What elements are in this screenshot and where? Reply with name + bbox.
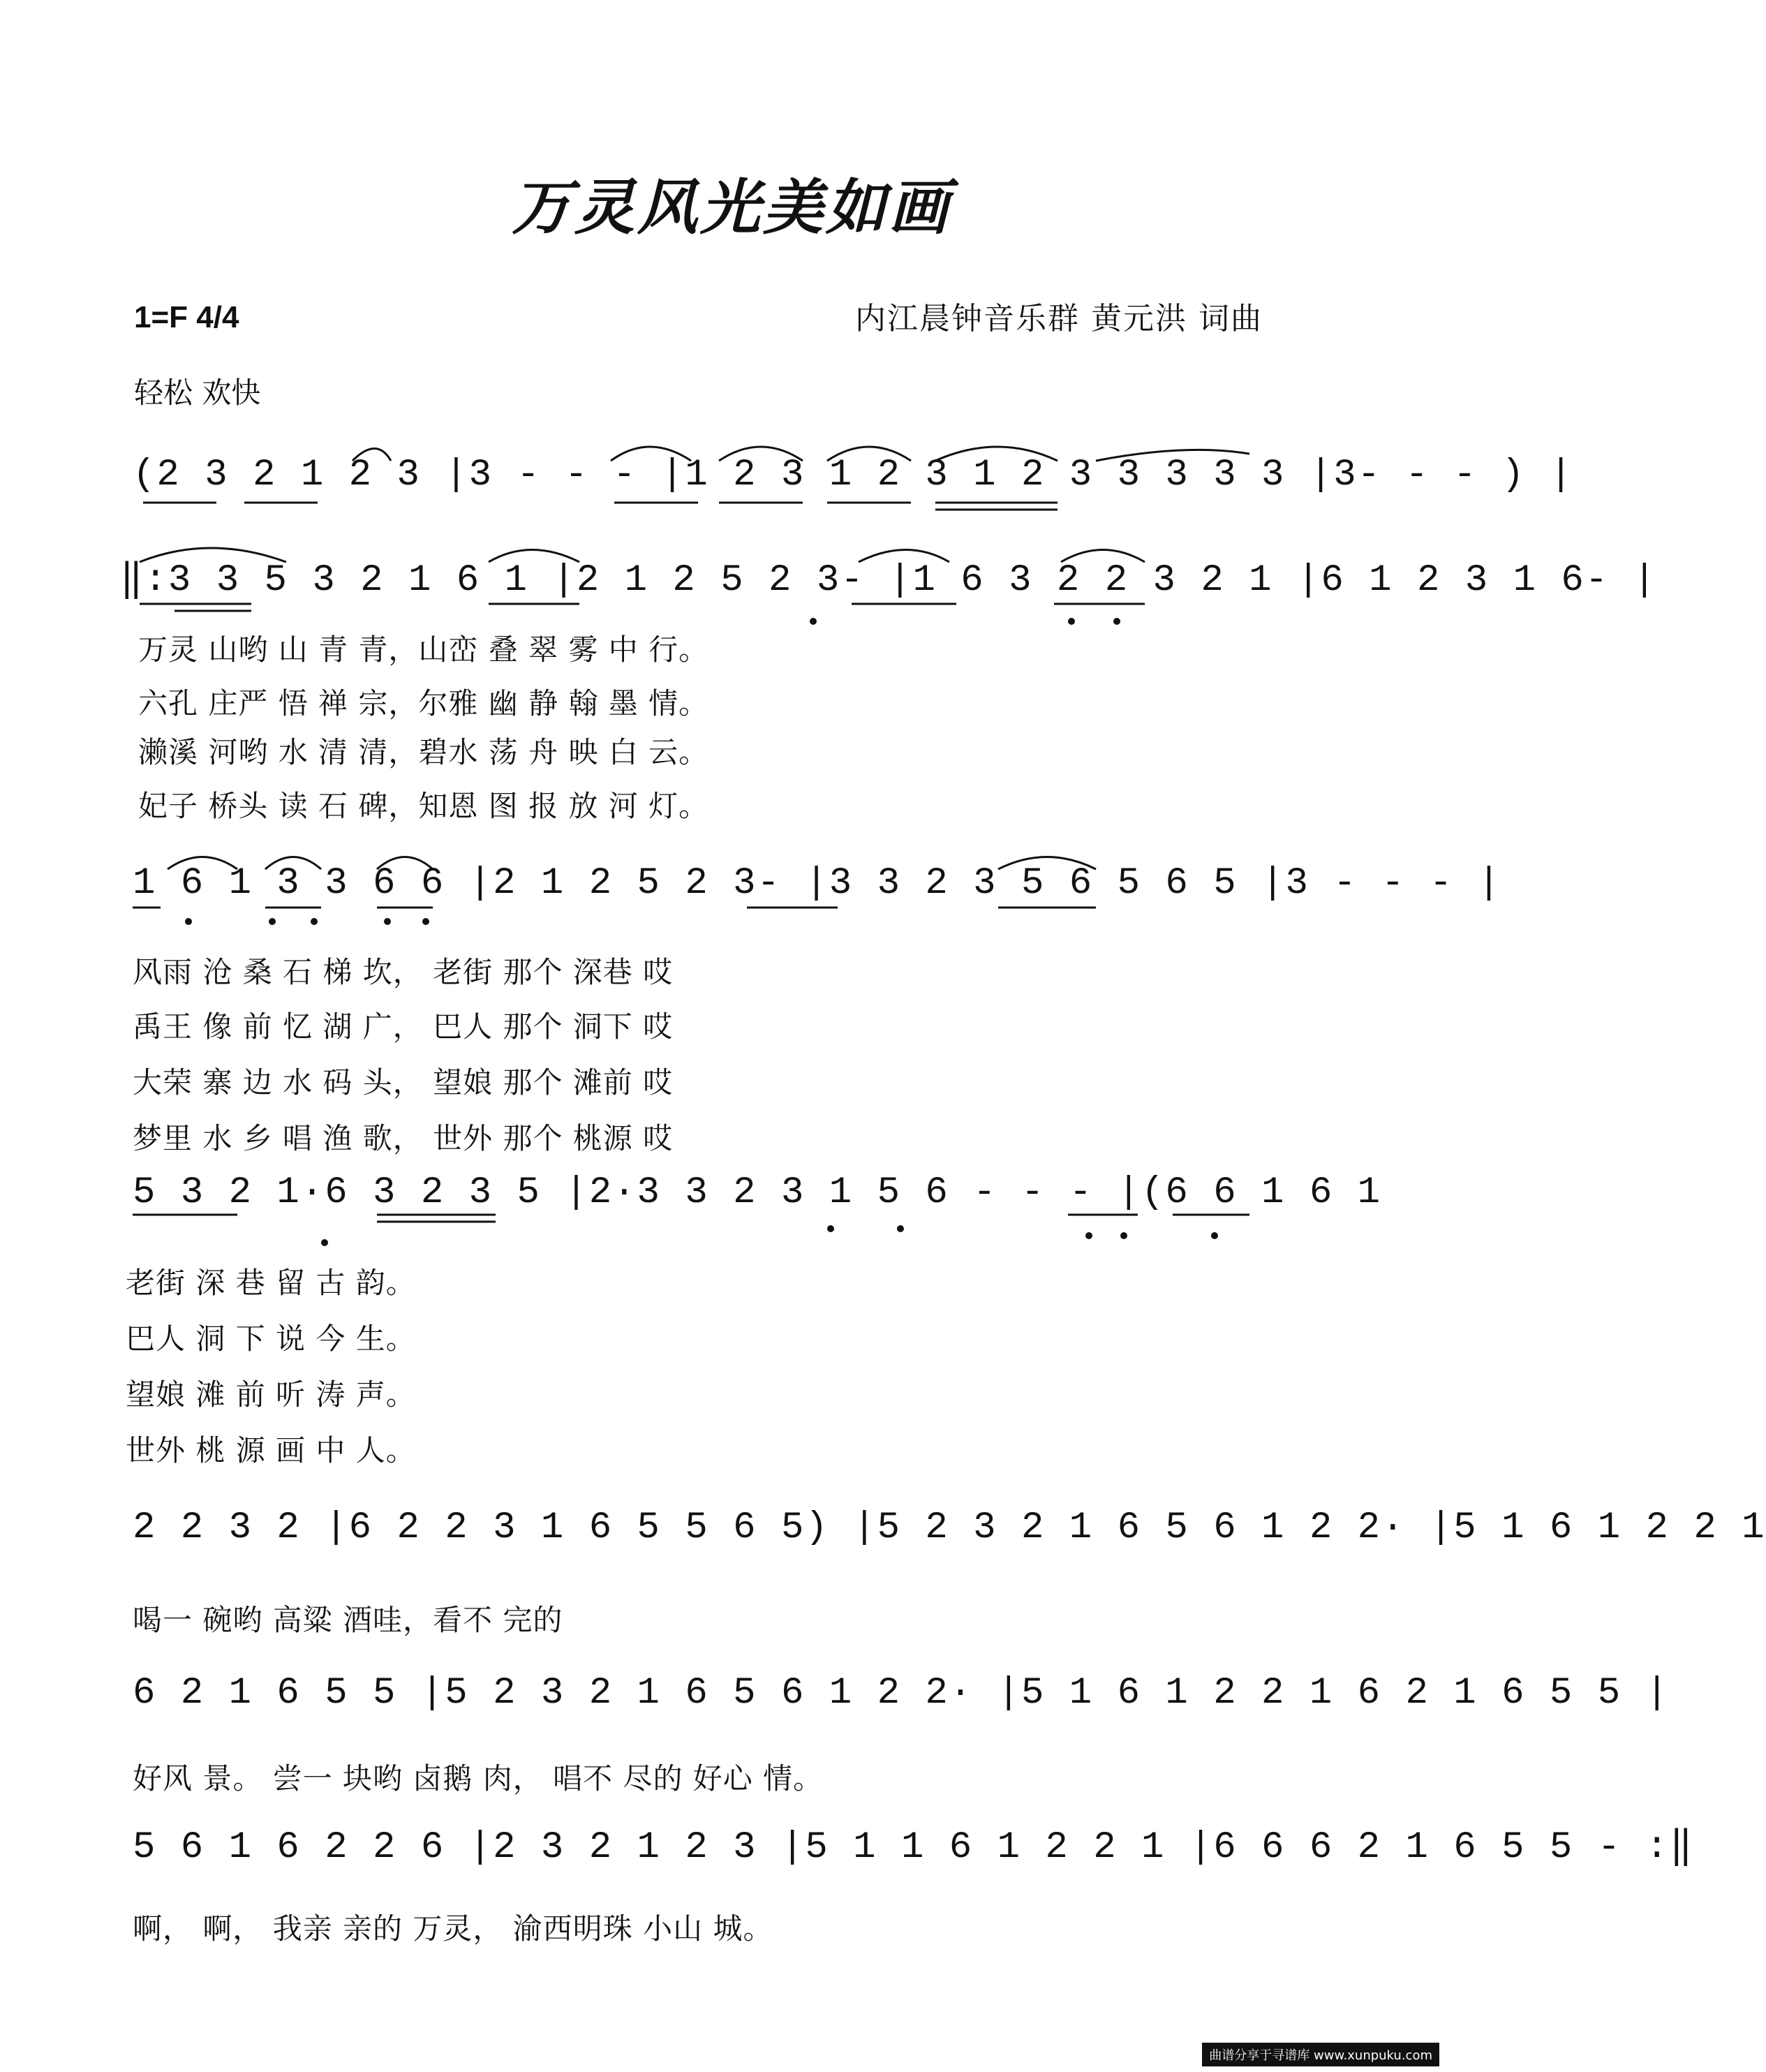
low-octave-dot — [185, 918, 192, 925]
slur — [168, 857, 237, 870]
low-octave-dot — [1113, 618, 1120, 625]
key-signature: 1=F 4/4 — [134, 300, 239, 334]
slur — [611, 447, 691, 461]
lyric-line-3-4: 梦里 水 乡 唱 渔 歌， 世外 那个 桃源 哎 — [133, 1121, 674, 1155]
slur — [1061, 550, 1145, 563]
low-octave-dot — [269, 918, 276, 925]
lyric-line-4-4: 世外 桃 源 画 中 人。 — [126, 1433, 416, 1467]
slur — [719, 447, 803, 461]
notation-line-2: ‖:3 3 5 3 2 1 6 1 |2 1 2 5 2 3- |1 6 3 2 2 3 2 1 |6 1 2 3 1 6- | — [120, 559, 1658, 602]
lyric-line-3-3: 大荣 寨 边 水 码 头， 望娘 那个 滩前 哎 — [133, 1065, 674, 1100]
low-octave-dot — [422, 918, 429, 925]
lyric-line-5-1: 喝一 碗哟 高粱 酒哇，看不 完的 — [133, 1603, 563, 1637]
slur — [489, 550, 579, 563]
lyric-line-7-1: 啊， 啊， 我亲 亲的 万灵， 渝西明珠 小山 城。 — [133, 1911, 773, 1946]
lyric-line-2-2: 六孔 庄严 悟 禅 宗，尔雅 幽 静 翰 墨 情。 — [138, 686, 709, 720]
slur — [998, 857, 1096, 870]
slur — [353, 449, 391, 461]
lyric-line-4-2: 巴人 洞 下 说 今 生。 — [126, 1322, 416, 1356]
notation-line-3: 1 6 1 3 3 6 6 |2 1 2 5 2 3- |3 3 2 3 5 6 5 6 5 |3 - - - | — [133, 862, 1502, 905]
lyric-line-6-1: 好风 景。 尝一 块哟 卤鹅 肉， 唱不 尽的 好心 情。 — [133, 1761, 824, 1796]
lyric-line-4-1: 老街 深 巷 留 古 韵。 — [126, 1266, 416, 1300]
lyric-line-2-3: 濑溪 河哟 水 清 清，碧水 荡 舟 映 白 云。 — [138, 735, 709, 769]
notation-line-1: (2 3 2 1 2 3 |3 - - - |1 2 3 1 2 3 1 2 3 3 3 3 3 |3- - - ) | — [133, 454, 1574, 496]
low-octave-dot — [1085, 1232, 1092, 1239]
notation-line-6: 6 2 1 6 5 5 |5 2 3 2 1 6 5 6 1 2 2· |5 1 6 1 2 2 1 6 2 1 6 5 5 | — [133, 1672, 1670, 1715]
lyric-line-2-1: 万灵 山哟 山 青 青，山峦 叠 翠 雾 中 行。 — [138, 632, 709, 667]
song-title: 万灵风光美如画 — [512, 172, 951, 243]
slur — [1096, 450, 1249, 461]
slur — [827, 447, 911, 461]
footer-watermark: 曲谱分享于寻谱库 www.xunpuku.com — [1202, 2043, 1439, 2066]
slur — [859, 550, 949, 563]
notation-line-5: 2 2 3 2 |6 2 2 3 1 6 5 5 6 5) |5 2 3 2 1 6 5 6 1 2 2· |5 1 6 1 2 2 1 — [133, 1507, 1766, 1549]
low-octave-dot — [321, 1239, 328, 1246]
low-octave-dot — [384, 918, 391, 925]
lyric-line-3-2: 禹王 像 前 忆 湖 广， 巴人 那个 洞下 哎 — [133, 1009, 674, 1044]
low-octave-dot — [827, 1225, 834, 1232]
slur — [265, 857, 321, 870]
low-octave-dot — [1068, 618, 1075, 625]
low-octave-dot — [1211, 1232, 1218, 1239]
lyric-line-4-3: 望娘 滩 前 听 涛 声。 — [126, 1377, 416, 1412]
notation-line-7: 5 6 1 6 2 2 6 |2 3 2 1 2 3 |5 1 1 6 1 2 2 1 |6 6 6 2 1 6 5 5 - :‖ — [133, 1826, 1694, 1869]
slur — [935, 447, 1058, 461]
notation-line-4: 5 3 2 1·6 3 2 3 5 |2·3 3 2 3 1 5 6 - - - |(6 6 1 6 1 — [133, 1171, 1382, 1214]
slur — [140, 548, 286, 562]
tempo-marking: 轻松 欢快 — [134, 376, 261, 410]
low-octave-dot — [1120, 1232, 1127, 1239]
slur — [377, 857, 433, 870]
low-octave-dot — [897, 1225, 904, 1232]
lyric-line-3-1: 风雨 沧 桑 石 梯 坎， 老街 那个 深巷 哎 — [133, 955, 674, 989]
low-octave-dot — [810, 618, 817, 625]
composer-credit: 内江晨钟音乐群 黄元洪 词曲 — [855, 301, 1263, 336]
lyric-line-2-4: 妃子 桥头 读 石 碑，知恩 图 报 放 河 灯。 — [138, 789, 709, 823]
low-octave-dot — [311, 918, 318, 925]
